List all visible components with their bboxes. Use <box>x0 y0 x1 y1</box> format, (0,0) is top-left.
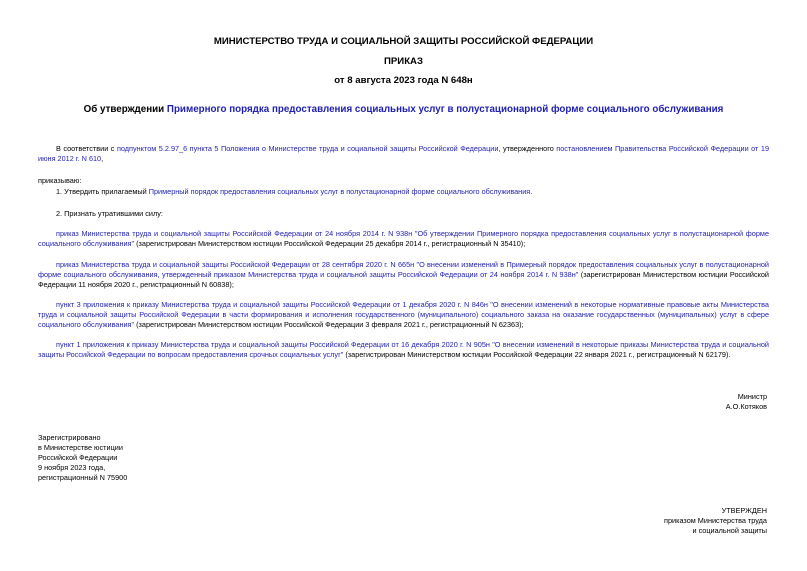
approved-procedure-link[interactable]: Примерный порядок предоставления социальных услуг в полустационарной форме социального обслуживания <box>148 187 531 196</box>
registration-line-4: 9 ноября 2023 года, <box>38 463 106 472</box>
repealed-note-4: (зарегистрирован Министерством юстиции Российской Федерации 22 января 2021 г., регистрационный N 62179). <box>343 350 731 359</box>
repealed-order-link-4[interactable]: пункт 1 приложения к приказу Министерства труда и социальной защиты Российской Федерации от 16 декабря 2020 г. N 905н "О внесении изменений в некоторые приказы Министерства труда и социальной защиты Российской Федерации по вопросам предоставления срочных социальных услуг" <box>38 340 769 359</box>
registration-line-3: Российской Федерации <box>38 453 118 462</box>
signature-name: А.О.Котяков <box>725 402 767 411</box>
item-2-paragraph: 2. Признать утратившими силу: <box>56 209 163 218</box>
repealed-note-1: (зарегистрирован Министерством юстиции Российской Федерации 25 декабря 2014 г., регистрационный N 35410); <box>134 239 526 248</box>
preamble-text-1: В соответствии с <box>56 144 117 153</box>
repealed-order-link-3[interactable]: пункт 3 приложения к приказу Министерства труда и социальной защиты Российской Федерации от 1 декабря 2020 г. N 846н "О внесении изменений в некоторые нормативные правовые акты Министерства труда и социальной защиты Российской Федерации в части формирования и исполнения государственного (муниципального) социального заказа на оказание государственных (муниципальных) услуг в сфере социального обслуживания" <box>38 300 769 329</box>
preamble-text-2: , утвержденного <box>498 144 557 153</box>
item-1-text: 1. Утвердить прилагаемый <box>56 187 149 196</box>
approval-line-3: и социальной защиты <box>692 526 767 535</box>
document-type: ПРИКАЗ <box>384 56 423 67</box>
approval-line-2: приказом Министерства труда <box>664 516 767 525</box>
repealed-item-2 <box>38 260 769 290</box>
preamble-paragraph <box>38 144 769 164</box>
document-title <box>0 104 807 116</box>
order-word: приказываю: <box>38 176 82 185</box>
item-1-end: . <box>530 187 533 196</box>
signature-block <box>726 392 767 412</box>
registration-line-5: регистрационный N 75900 <box>38 473 128 482</box>
repealed-order-link-1[interactable]: приказ Министерства труда и социальной защиты Российской Федерации от 24 ноября 2014 г. N 938н "Об утверждении Примерного порядка предоставления социальных услуг в полустационарной форме социального обслуживания" <box>38 229 769 248</box>
government-decree-link[interactable]: постановлением Правительства Российской Федерации от 19 июня 2012 г. N 610 <box>38 144 770 163</box>
repealed-item-1 <box>38 229 769 249</box>
regulation-link[interactable]: подпунктом 5.2.97_6 пункта 5 Положения о Министерстве труда и социальной защиты Российской Федерации <box>116 144 499 153</box>
repealed-item-3 <box>38 300 769 330</box>
registration-line-1: Зарегистрировано <box>38 433 101 442</box>
registration-line-2: в Министерстве юстиции <box>38 443 123 452</box>
approval-block <box>664 506 767 536</box>
title-prefix: Об утверждении <box>83 104 167 115</box>
ministry-heading: МИНИСТЕРСТВО ТРУДА И СОЦИАЛЬНОЙ ЗАЩИТЫ РОССИЙСКОЙ ФЕДЕРАЦИИ <box>213 36 594 47</box>
preamble-text-3: , <box>101 154 104 163</box>
repealed-order-link-2[interactable]: приказ Министерства труда и социальной защиты Российской Федерации от 28 сентября 2020 г. N 665н "О внесении изменений в Примерный порядок предоставления социальных услуг в полустационарной форме социального обслуживания, утвержденный приказом Министерства труда и социальной защиты Российской Федерации от 24 ноября 2014 г. N 938н" <box>38 260 769 279</box>
signature-position: Министр <box>737 392 767 401</box>
repealed-note-3: (зарегистрирован Министерством юстиции Российской Федерации 3 февраля 2021 г., регистрационный N 62363); <box>134 320 524 329</box>
document-date: от 8 августа 2023 года N 648н <box>334 75 473 86</box>
repealed-note-2: (зарегистрирован Министерством юстиции Российской Федерации 11 ноября 2020 г., регистрационный N 60838); <box>38 270 770 289</box>
registration-block <box>38 433 127 483</box>
item-1-paragraph <box>38 187 769 197</box>
approval-line-1: УТВЕРЖДЕН <box>721 506 767 515</box>
repealed-item-4 <box>38 340 769 360</box>
title-link[interactable]: Примерного порядка предоставления социальных услуг в полустационарной форме социального обслуживания <box>166 104 724 115</box>
